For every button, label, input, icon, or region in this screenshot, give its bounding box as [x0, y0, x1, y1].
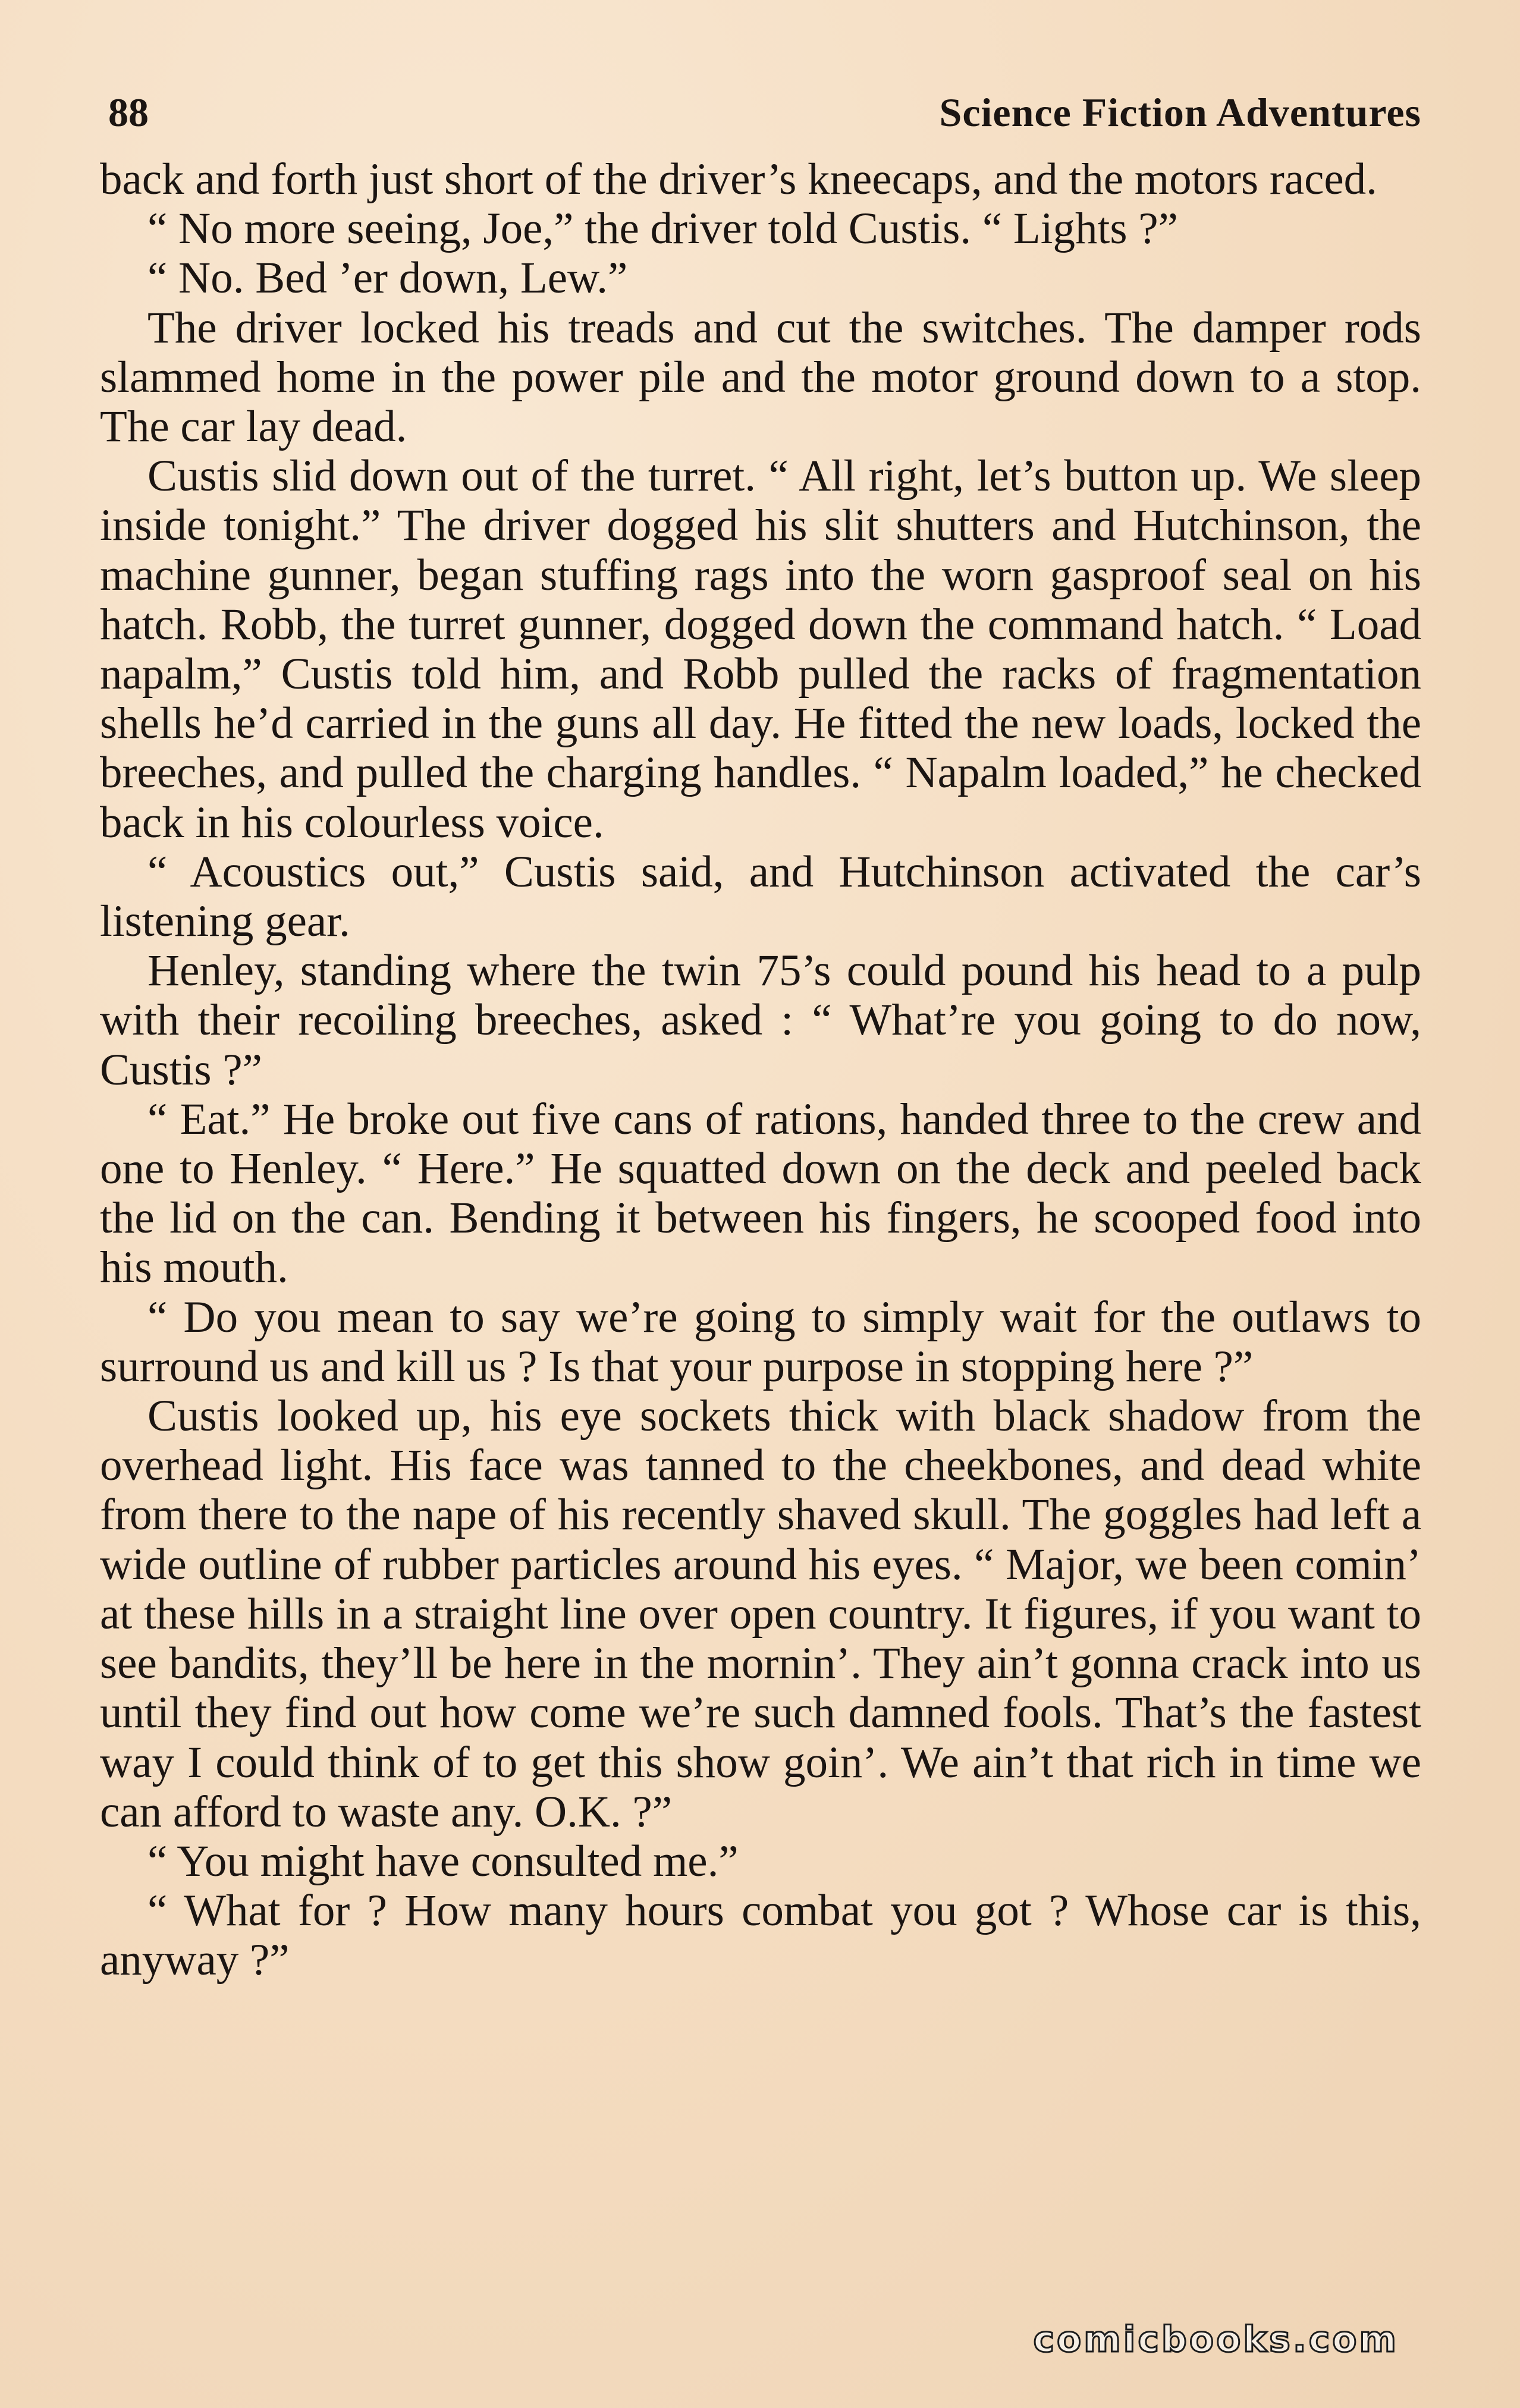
paragraph: Custis slid down out of the turret. “ All right, let’s button up. We sleep inside tonight.” The driver dogged his slit shutters and Hutchinson, the machine gunner, began stuffing rags into the worn gasproof seal on his hatch. Robb, the turret gunner, dogged down the command hatch. “ Load napalm,” Custis told him, and Robb pulled the racks of fragmentation shells he’d carried in the guns all day. He fitted the new loads, locked the breeches, and pulled the charging handles. “ Napalm loaded,” he checked back in his colourless voice.: [100, 451, 1421, 847]
paragraph: “ What for ? How many hours combat you got ? Whose car is this, anyway ?”: [100, 1886, 1421, 1985]
story-text: [100, 155, 1421, 1985]
running-title: Science Fiction Adventures: [939, 90, 1421, 135]
paragraph: “ No. Bed ’er down, Lew.”: [147, 253, 628, 303]
paragraph: Henley, standing where the twin 75’s could pound his head to a pulp with their recoiling breeches, asked : “ What’re you going to do now, Custis ?”: [100, 946, 1421, 1095]
paragraph: back and forth just short of the driver’s kneecaps, and the motors raced.: [100, 155, 1377, 204]
book-page: [100, 89, 1421, 1985]
paragraph: Custis looked up, his eye sockets thick with black shadow from the overhead light. His face was tanned to the cheekbones, and dead white from there to the nape of his recently shaved skull. The goggles had left a wide outline of rubber particles around his eyes. “ Major, we been comin’ at these hills in a straight line over open country. It figures, if you want to see bandits, they’ll be here in the mornin’. They ain’t gonna crack into us until they find out how come we’re such damned fools. That’s the fastest way I could think of to get this show goin’. We ain’t that rich in time we can afford to waste any. O.K. ?”: [100, 1391, 1421, 1837]
paragraph: “ Do you mean to say we’re going to simply wait for the outlaws to surround us and kill us ? Is that your purpose in stopping here ?”: [100, 1292, 1421, 1391]
paragraph: “ Acoustics out,” Custis said, and Hutchinson activated the car’s listening gear.: [100, 847, 1421, 947]
paragraph: “ No more seeing, Joe,” the driver told Custis. “ Lights ?”: [147, 204, 1178, 254]
page-header: [100, 89, 1421, 144]
paragraph: “ Eat.” He broke out five cans of rations, handed three to the crew and one to Henley. “ Here.” He squatted down on the deck and peeled back the lid on the can. Bending it between his fingers, he scooped food into his mouth.: [100, 1094, 1421, 1293]
paragraph: “ You might have consulted me.”: [147, 1836, 739, 1886]
watermark: comicbooks.com: [1033, 2319, 1399, 2360]
page-number: 88: [108, 90, 149, 135]
paragraph: The driver locked his treads and cut the switches. The damper rods slammed home in the power pile and the motor ground down to a stop. The car lay dead.: [100, 303, 1421, 452]
